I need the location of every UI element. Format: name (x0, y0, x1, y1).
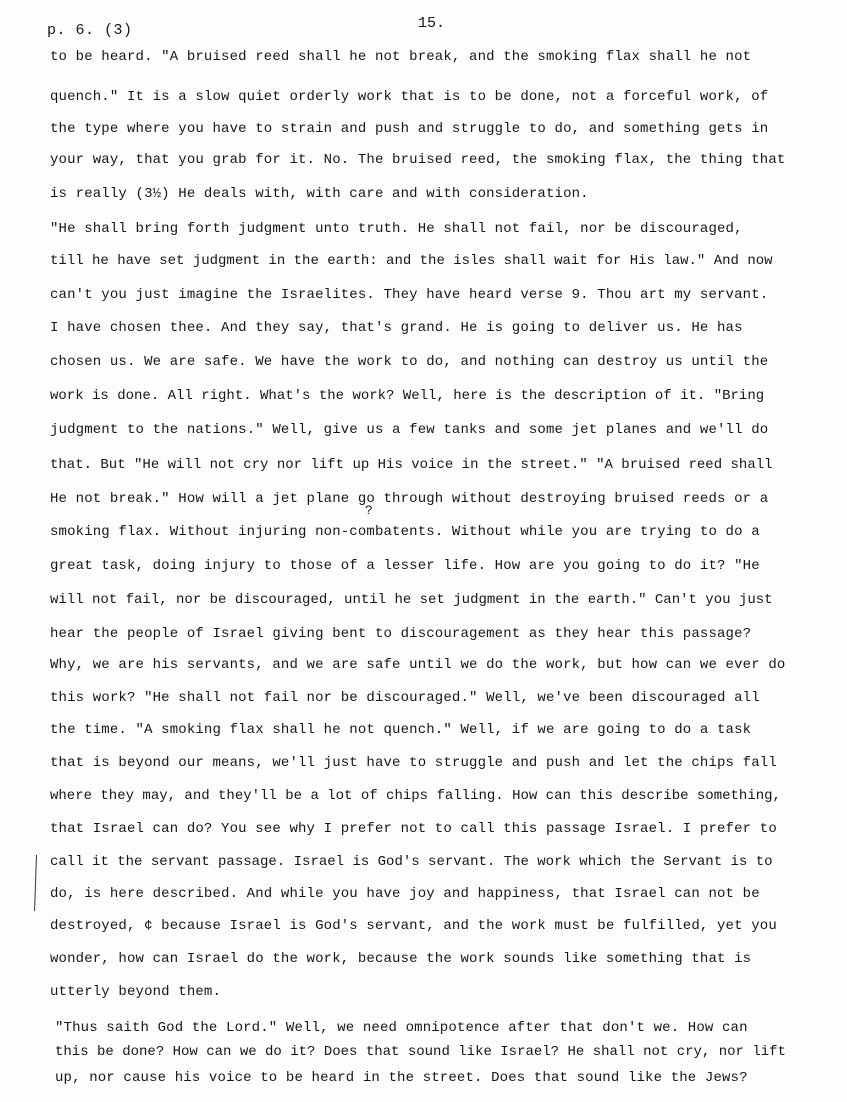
text-line: that is beyond our means, we'll just have to struggle and push and let the chips fall (50, 755, 777, 771)
text-line: He not break." How will a jet plane go through without destroying bruised reeds or a (50, 491, 769, 507)
text-line: destroyed, ¢ because Israel is God's servant, and the work must be fulfilled, yet you (50, 918, 777, 934)
text-line: your way, that you grab for it. No. The bruised reed, the smoking flax, the thing that (50, 152, 786, 168)
text-line: is really (3½) He deals with, with care and with consideration. (50, 186, 589, 202)
margin-bracket-mark (34, 855, 37, 911)
text-line: the type where you have to strain and push and struggle to do, and something gets in (50, 121, 769, 137)
text-line: can't you just imagine the Israelites. They have heard verse 9. Thou art my servant. (50, 287, 769, 303)
text-line: this be done? How can we do it? Does that sound like Israel? He shall not cry, nor lift (55, 1044, 786, 1060)
text-line: where they may, and they'll be a lot of chips falling. How can this describe something, (50, 788, 781, 804)
text-line: that. But "He will not cry nor lift up His voice in the street." "A bruised reed shall (50, 457, 773, 473)
page-reference: p. 6. (3) (47, 22, 133, 39)
text-line: that Israel can do? You see why I prefer not to call this passage Israel. I prefer to (50, 821, 777, 837)
text-line: the time. "A smoking flax shall he not quench." Well, if we are going to do a task (50, 722, 752, 738)
text-line: judgment to the nations." Well, give us a few tanks and some jet planes and we'll do (50, 422, 769, 438)
page-number: 15. (418, 15, 446, 32)
text-line: to be heard. "A bruised reed shall he not break, and the smoking flax shall he not (50, 49, 752, 65)
text-line: great task, doing injury to those of a lesser life. How are you going to do it? "He (50, 558, 760, 574)
text-line: till he have set judgment in the earth: and the isles shall wait for His law." And now (50, 253, 773, 269)
text-line: this work? "He shall not fail nor be discouraged." Well, we've been discouraged all (50, 690, 760, 706)
text-line: utterly beyond them. (50, 984, 222, 1000)
text-line: chosen us. We are safe. We have the work to do, and nothing can destroy us until the (50, 354, 769, 370)
text-line: will not fail, nor be discouraged, until he set judgment in the earth." Can't you just (50, 592, 773, 608)
text-line: work is done. All right. What's the work? Well, here is the description of it. "Bring (50, 388, 765, 404)
text-line: Why, we are his servants, and we are safe until we do the work, but how can we ever do (50, 657, 786, 673)
text-line: "Thus saith God the Lord." Well, we need omnipotence after that don't we. How can (55, 1020, 748, 1036)
text-line: call it the servant passage. Israel is God's servant. The work which the Servant is to (50, 854, 773, 870)
text-line: "He shall bring forth judgment unto truth. He shall not fail, nor be discouraged, (50, 221, 743, 237)
text-line: do, is here described. And while you have joy and happiness, that Israel can not be (50, 886, 760, 902)
text-line: up, nor cause his voice to be heard in the street. Does that sound like the Jews? (55, 1070, 748, 1086)
text-line: hear the people of Israel giving bent to discouragement as they hear this passage? (50, 626, 752, 642)
text-line: wonder, how can Israel do the work, because the work sounds like something that is (50, 951, 752, 967)
text-line: I have chosen thee. And they say, that's grand. He is going to deliver us. He has (50, 320, 743, 336)
text-line: quench." It is a slow quiet orderly work that is to be done, not a forceful work, of (50, 89, 769, 105)
text-line: smoking flax. Without injuring non-combatents. Without while you are trying to do a (50, 524, 760, 540)
margin-query-mark: ? (365, 503, 373, 518)
